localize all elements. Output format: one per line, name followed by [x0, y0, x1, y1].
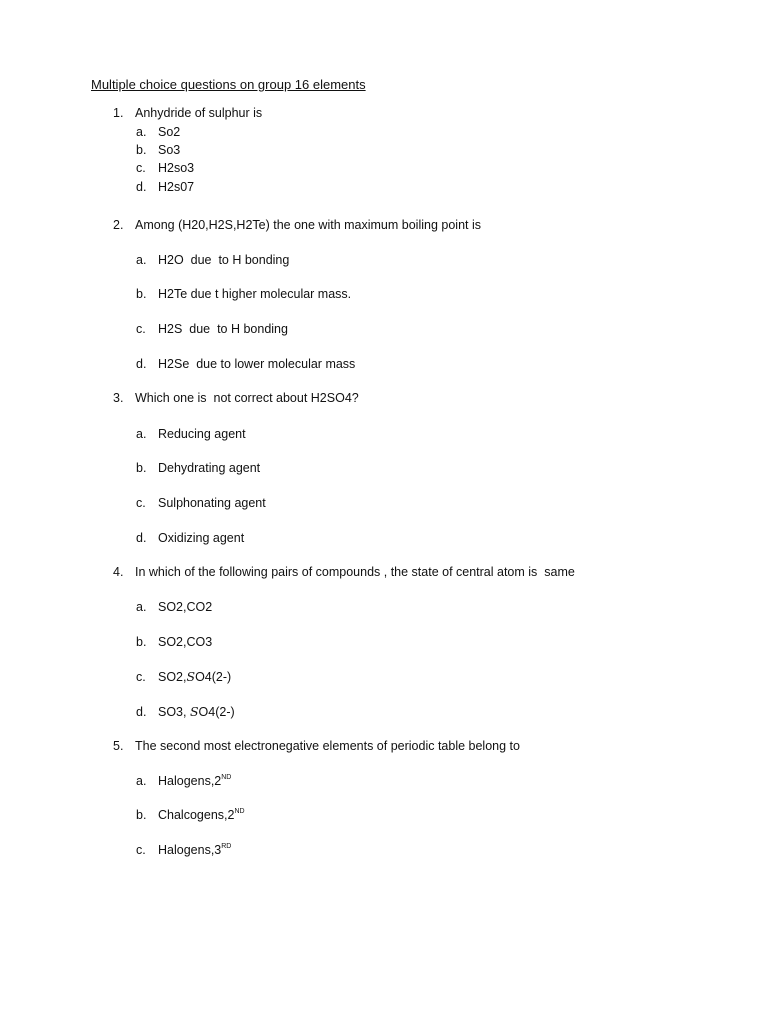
option-text: H2Te due t higher molecular mass.	[158, 287, 352, 301]
option-text: H2S due to H bonding	[158, 322, 288, 336]
option-letter: d.	[136, 531, 147, 545]
question-2-option-b	[136, 287, 351, 301]
question-2-option-a	[136, 253, 289, 267]
option-text: H2Se due to lower molecular mass	[158, 357, 356, 371]
option-letter: b.	[136, 143, 147, 157]
option-letter: a.	[136, 427, 147, 441]
option-text: Dehydrating agent	[158, 461, 261, 475]
option-text: Sulphonating agent	[158, 496, 266, 510]
question-2	[113, 218, 481, 232]
question-text: Anhydride of sulphur is	[135, 106, 263, 120]
option-letter: c.	[136, 496, 146, 510]
option-text: H2O due to H bonding	[158, 253, 290, 267]
option-text-italic: S	[186, 669, 196, 684]
question-5-option-c	[136, 843, 231, 857]
option-letter: b.	[136, 287, 147, 301]
question-number: 2.	[113, 218, 124, 232]
question-number: 3.	[113, 391, 124, 405]
option-letter: b.	[136, 461, 147, 475]
option-letter: d.	[136, 357, 147, 371]
question-text: Among (H20,H2S,H2Te) the one with maximum boiling point is	[135, 218, 481, 232]
question-4-option-a	[136, 600, 212, 614]
question-3-option-a	[136, 427, 246, 441]
question-4	[113, 565, 575, 579]
option-letter: b.	[136, 808, 147, 822]
question-4-option-d	[136, 704, 235, 719]
question-text: Which one is not correct about H2SO4?	[135, 391, 359, 405]
option-letter: b.	[136, 635, 147, 649]
document-title: Multiple choice questions on group 16 elements	[91, 77, 366, 92]
option-letter: c.	[136, 322, 146, 336]
option-text-part: SO2,	[158, 670, 187, 684]
option-text: H2so3	[158, 161, 195, 175]
question-3	[113, 391, 359, 405]
question-3-option-b	[136, 461, 260, 475]
question-number: 5.	[113, 739, 124, 753]
option-text: SO2,CO3	[158, 635, 213, 649]
option-text: So3	[158, 143, 181, 157]
option-text: So2	[158, 125, 181, 139]
question-text: In which of the following pairs of compounds , the state of central atom is same	[135, 565, 575, 579]
option-letter: c.	[136, 670, 146, 684]
option-letter: c.	[136, 843, 146, 857]
question-3-option-c	[136, 496, 266, 510]
option-text: Halogens,2	[158, 774, 222, 788]
option-letter: a.	[136, 600, 147, 614]
option-text: Halogens,3	[158, 843, 222, 857]
option-letter: a.	[136, 125, 147, 139]
option-superscript: ND	[234, 807, 245, 815]
question-4-option-b	[136, 635, 212, 649]
question-2-option-d	[136, 357, 355, 371]
option-text-part: O4(2-)	[198, 705, 235, 719]
question-2-option-c	[136, 322, 288, 336]
question-number: 1.	[113, 106, 124, 120]
option-text-part: O4(2-)	[195, 670, 232, 684]
question-text: The second most electronegative elements of periodic table belong to	[135, 739, 520, 753]
question-5-option-a	[136, 774, 231, 788]
question-3-option-d	[136, 531, 244, 545]
question-5-option-b	[136, 808, 245, 822]
question-1-option-a	[136, 125, 180, 139]
option-text-part: SO3,	[158, 705, 190, 719]
question-1-option-d	[136, 180, 194, 194]
question-5	[113, 739, 520, 753]
option-text-italic: S	[189, 704, 199, 719]
option-letter: d.	[136, 180, 147, 194]
option-text: Oxidizing agent	[158, 531, 245, 545]
option-letter: a.	[136, 253, 147, 267]
option-letter: a.	[136, 774, 147, 788]
option-letter: d.	[136, 705, 147, 719]
option-text: H2s07	[158, 180, 195, 194]
question-number: 4.	[113, 565, 124, 579]
option-superscript: ND	[221, 773, 232, 781]
option-text: Reducing agent	[158, 427, 246, 441]
option-letter: c.	[136, 161, 146, 175]
option-superscript: RD	[221, 842, 232, 850]
question-1-option-c	[136, 161, 194, 175]
question-1	[113, 106, 262, 120]
option-text: Chalcogens,2	[158, 808, 235, 822]
question-1-option-b	[136, 143, 180, 157]
option-text: SO2,CO2	[158, 600, 213, 614]
question-4-option-c	[136, 669, 231, 684]
